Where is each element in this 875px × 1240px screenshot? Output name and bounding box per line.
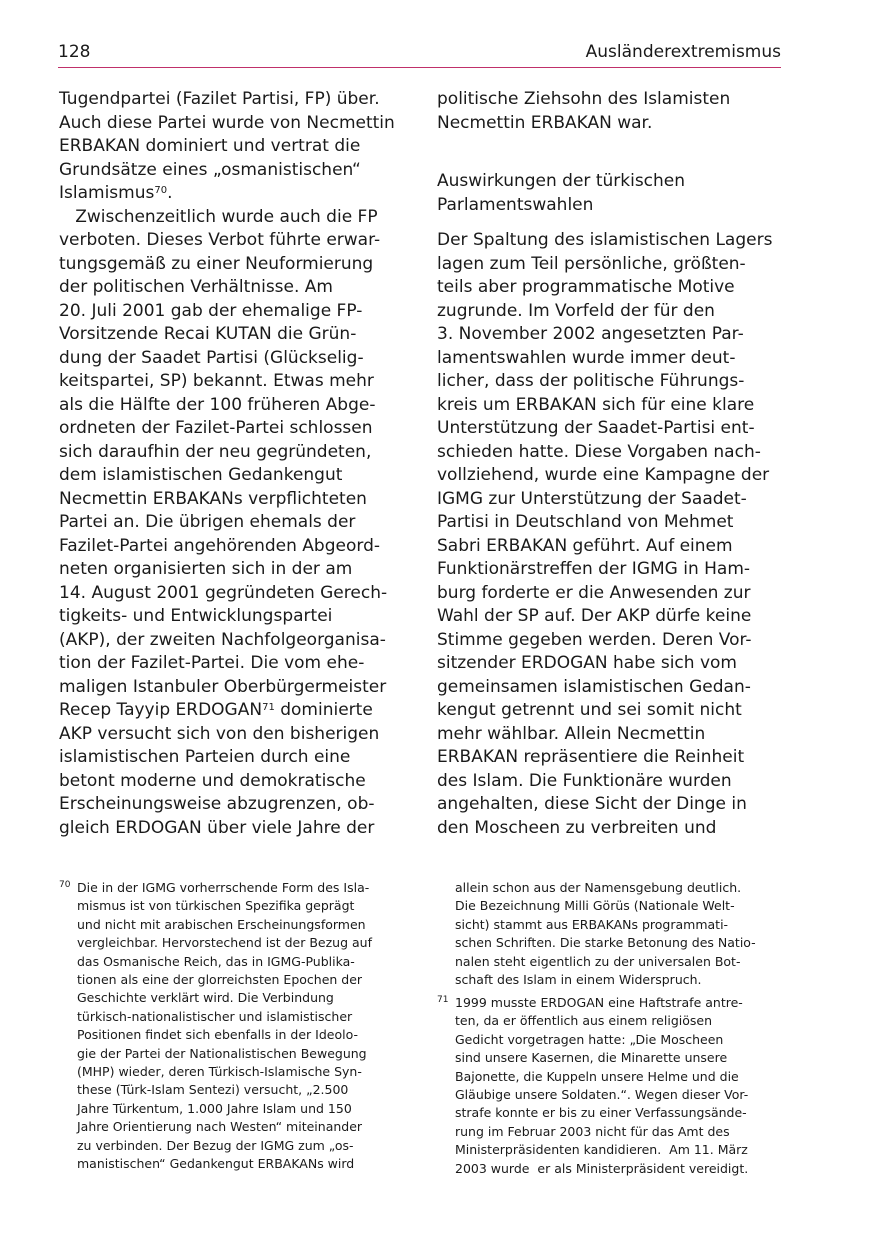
footnote-line: Positionen findet sich ebenfalls in der Ideolo- (77, 1027, 358, 1043)
footnote-line: Die in der IGMG vorherrschende Form des Isla- (77, 880, 370, 895)
text-line: Unterstützung der Saadet-Partisi ent- (437, 418, 755, 438)
text-line-with-footnote-ref (59, 699, 373, 723)
footnote-line: strafe konnte er bis zu einer Verfassungsände- (455, 1105, 747, 1121)
text-line: verboten. Dieses Verbot führte erwar- (59, 230, 381, 250)
text-line: des Islam. Die Funktionäre wurden (437, 770, 732, 791)
footnote-line: manistischen“ Gedankengut ERBAKANs wird (77, 1156, 355, 1171)
text-line: politische Ziehsohn des Islamisten (437, 89, 731, 109)
text-line: sitzender ERDOGAN habe sich vom (437, 653, 737, 673)
header-rule (58, 67, 781, 68)
footnote-line: türkisch-nationalistischer und islamistischer (77, 1008, 353, 1024)
section-heading-line: Parlamentswahlen (437, 194, 594, 215)
text-line: (AKP), der zweiten Nachfolgeorganisa- (59, 629, 386, 650)
footnote-line: mismus ist von türkischen Spezifika geprägt (77, 898, 355, 914)
footnote-line: (MHP) wieder, deren Türkisch-Islamische Syn- (77, 1064, 362, 1079)
text-line: burg forderte er die Anwesenden zur (437, 582, 751, 603)
text-line: gemeinsamen islamistischen Gedan- (437, 676, 751, 697)
text-fragment: Islamismus (59, 183, 155, 203)
footnote-line: zu verbinden. Der Bezug der IGMG zum „os- (77, 1137, 354, 1153)
footnote-line: schaft des Islam in einem Widerspruch. (455, 972, 702, 987)
footnote-line: schen Schriften. Die starke Betonung des Natio- (455, 935, 756, 951)
text-line: Stimme gegeben werden. Deren Vor- (437, 629, 752, 650)
text-line: ordneten der Fazilet-Partei schlossen (59, 418, 373, 438)
footnote-line: allein schon aus der Namensgebung deutlich. (455, 880, 742, 895)
text-line: kreis um ERBAKAN sich für eine klare (437, 394, 755, 415)
footnote-line: Jahre Orientierung nach Westen“ miteinander (77, 1119, 363, 1135)
text-line: dem islamistischen Gedankengut (59, 465, 343, 485)
page-number: 128 (58, 42, 91, 62)
footnote-line: 2003 wurde er als Ministerpräsident vereidigt. (455, 1160, 749, 1176)
section-heading-line: Auswirkungen der türkischen (437, 171, 686, 191)
footnote-marker: 71 (437, 995, 449, 1005)
text-line-with-footnote-ref (59, 182, 172, 206)
text-line: sich daraufhin der neu gegründeten, (59, 441, 372, 462)
text-line: licher, dass der politische Führungs- (437, 371, 745, 391)
text-line: gleich ERDOGAN über viele Jahre der (59, 817, 375, 838)
text-line: betont moderne und demokratische (59, 770, 366, 791)
text-line: Funktionärstreffen der IGMG in Ham- (437, 559, 751, 579)
text-line: als die Hälfte der 100 früheren Abge- (59, 394, 376, 415)
text-line: angehalten, diese Sicht der Dinge in (437, 794, 747, 814)
running-title: Ausländerextremismus (585, 42, 781, 62)
footnote-line: Gedicht vorgetragen hatte: „Die Moscheen (455, 1031, 724, 1047)
text-line: Auch diese Partei wurde von Necmettin (59, 112, 395, 133)
footnote-marker: 70 (59, 880, 71, 890)
text-line: Sabri ERBAKAN geführt. Auf einem (437, 535, 733, 556)
text-line: dung der Saadet Partisi (Glückselig- (59, 347, 364, 368)
footnote-line: Ministerpräsidenten kandidieren. Am 11. März (455, 1142, 748, 1158)
text-line: tigkeits- und Entwicklungspartei (59, 606, 333, 626)
text-line: tungsgemäß zu einer Neuformierung (59, 253, 374, 274)
footnote-line: das Osmanische Reich, das in IGMG-Publika- (77, 953, 355, 969)
text-line: Wahl der SP auf. Der AKP dürfe keine (437, 606, 752, 626)
footnote-line: Jahre Türkentum, 1.000 Jahre Islam und 150 (77, 1100, 352, 1116)
text-line: zugrunde. Im Vorfeld der für den (437, 300, 715, 321)
footnote-line: rung im Februar 2003 nicht für das Amt des (455, 1123, 730, 1139)
text-line: der politischen Verhältnisse. Am (59, 277, 333, 297)
footnote-line: Gläubige unsere Soldaten.“. Wegen dieser Vor- (455, 1087, 749, 1102)
text-line: lagen zum Teil persönliche, größten- (437, 253, 746, 274)
footnote-line: sind unsere Kasernen, die Minarette unsere (455, 1050, 728, 1066)
text-line: vollziehend, wurde eine Kampagne der (437, 465, 770, 485)
footnote-line: 1999 musste ERDOGAN eine Haftstrafe antre- (455, 995, 743, 1010)
text-line: IGMG zur Unterstützung der Saadet- (437, 488, 747, 509)
footnote-line: ten, da er öffentlich aus einem religiösen (455, 1013, 712, 1029)
text-line: Necmettin ERBAKAN war. (437, 112, 653, 133)
page-header (58, 42, 781, 68)
text-line: kengut getrennt und sei somit nicht (437, 700, 742, 720)
text-line: Der Spaltung des islamistischen Lagers (437, 230, 773, 250)
text-line: Tugendpartei (Fazilet Partisi, FP) über. (59, 89, 380, 109)
footnote-line: nalen steht eigentlich zu der universalen Bot- (455, 953, 741, 969)
footnote-line: und nicht mit arabischen Erscheinungsformen (77, 916, 366, 932)
text-line: AKP versucht sich von den bisherigen (59, 723, 380, 744)
text-line: teils aber programmatische Motive (437, 277, 735, 297)
footnote-line: gie der Partei der Nationalistischen Bewegung (77, 1045, 367, 1061)
text-line: Necmettin ERBAKANs verpflichteten (59, 488, 367, 509)
footnote-line: these (Türk-Islam Sentezi) versucht, „2.500 (77, 1082, 349, 1098)
footnote-line: sicht) stammt aus ERBAKANs programmati- (455, 916, 729, 932)
footnote-line: Bajonette, die Kuppeln unsere Helme und die (455, 1068, 739, 1084)
text-line: den Moscheen zu verbreiten und (437, 817, 717, 838)
text-fragment: Recep Tayyip ERDOGAN (59, 700, 263, 720)
text-line: Partisi in Deutschland von Mehmet (437, 512, 734, 532)
footnote-ref-71: 71 (262, 702, 275, 713)
text-line: Grundsätze eines „osmanistischen“ (59, 159, 361, 180)
text-line: Zwischenzeitlich wurde auch die FP (59, 206, 378, 227)
footnote-line: Geschichte verklärt wird. Die Verbindung (77, 990, 334, 1006)
text-line: tion der Fazilet-Partei. Die vom ehe- (59, 653, 365, 673)
text-line: schieden hatte. Diese Vorgaben nach- (437, 441, 761, 462)
text-line: maligen Istanbuler Oberbürgermeister (59, 676, 387, 697)
text-line: lamentswahlen wurde immer deut- (437, 347, 736, 368)
text-line: Erscheinungsweise abzugrenzen, ob- (59, 794, 375, 814)
text-line: neten organisierten sich in der am (59, 559, 353, 579)
text-line: Partei an. Die übrigen ehemals der (59, 512, 356, 532)
text-line: mehr wählbar. Allein Necmettin (437, 723, 706, 744)
footnote-line: vergleichbar. Hervorstechend ist der Bezug auf (77, 935, 372, 951)
text-line: 14. August 2001 gegründeten Gerech- (59, 582, 388, 603)
text-fragment: . (167, 183, 173, 203)
text-line: ERBAKAN dominiert und vertrat die (59, 136, 361, 156)
text-line: keitspartei, SP) bekannt. Etwas mehr (59, 371, 374, 391)
footnote-line: Die Bezeichnung Milli Görüs (Nationale Welt- (455, 898, 735, 914)
text-line: 3. November 2002 angesetzten Par- (437, 324, 744, 344)
text-line: Fazilet-Partei angehörenden Abgeord- (59, 535, 380, 556)
footnote-ref-70: 70 (154, 185, 168, 196)
footnote-line: tionen als eine der glorreichsten Epochen der (77, 972, 363, 987)
text-line: ERBAKAN repräsentiere die Reinheit (437, 747, 745, 767)
text-line: islamistischen Parteien durch eine (59, 747, 351, 767)
text-fragment: dominierte (274, 700, 373, 720)
text-line: 20. Juli 2001 gab der ehemalige FP- (59, 300, 363, 321)
text-line: Vorsitzende Recai KUTAN die Grün- (59, 324, 357, 344)
